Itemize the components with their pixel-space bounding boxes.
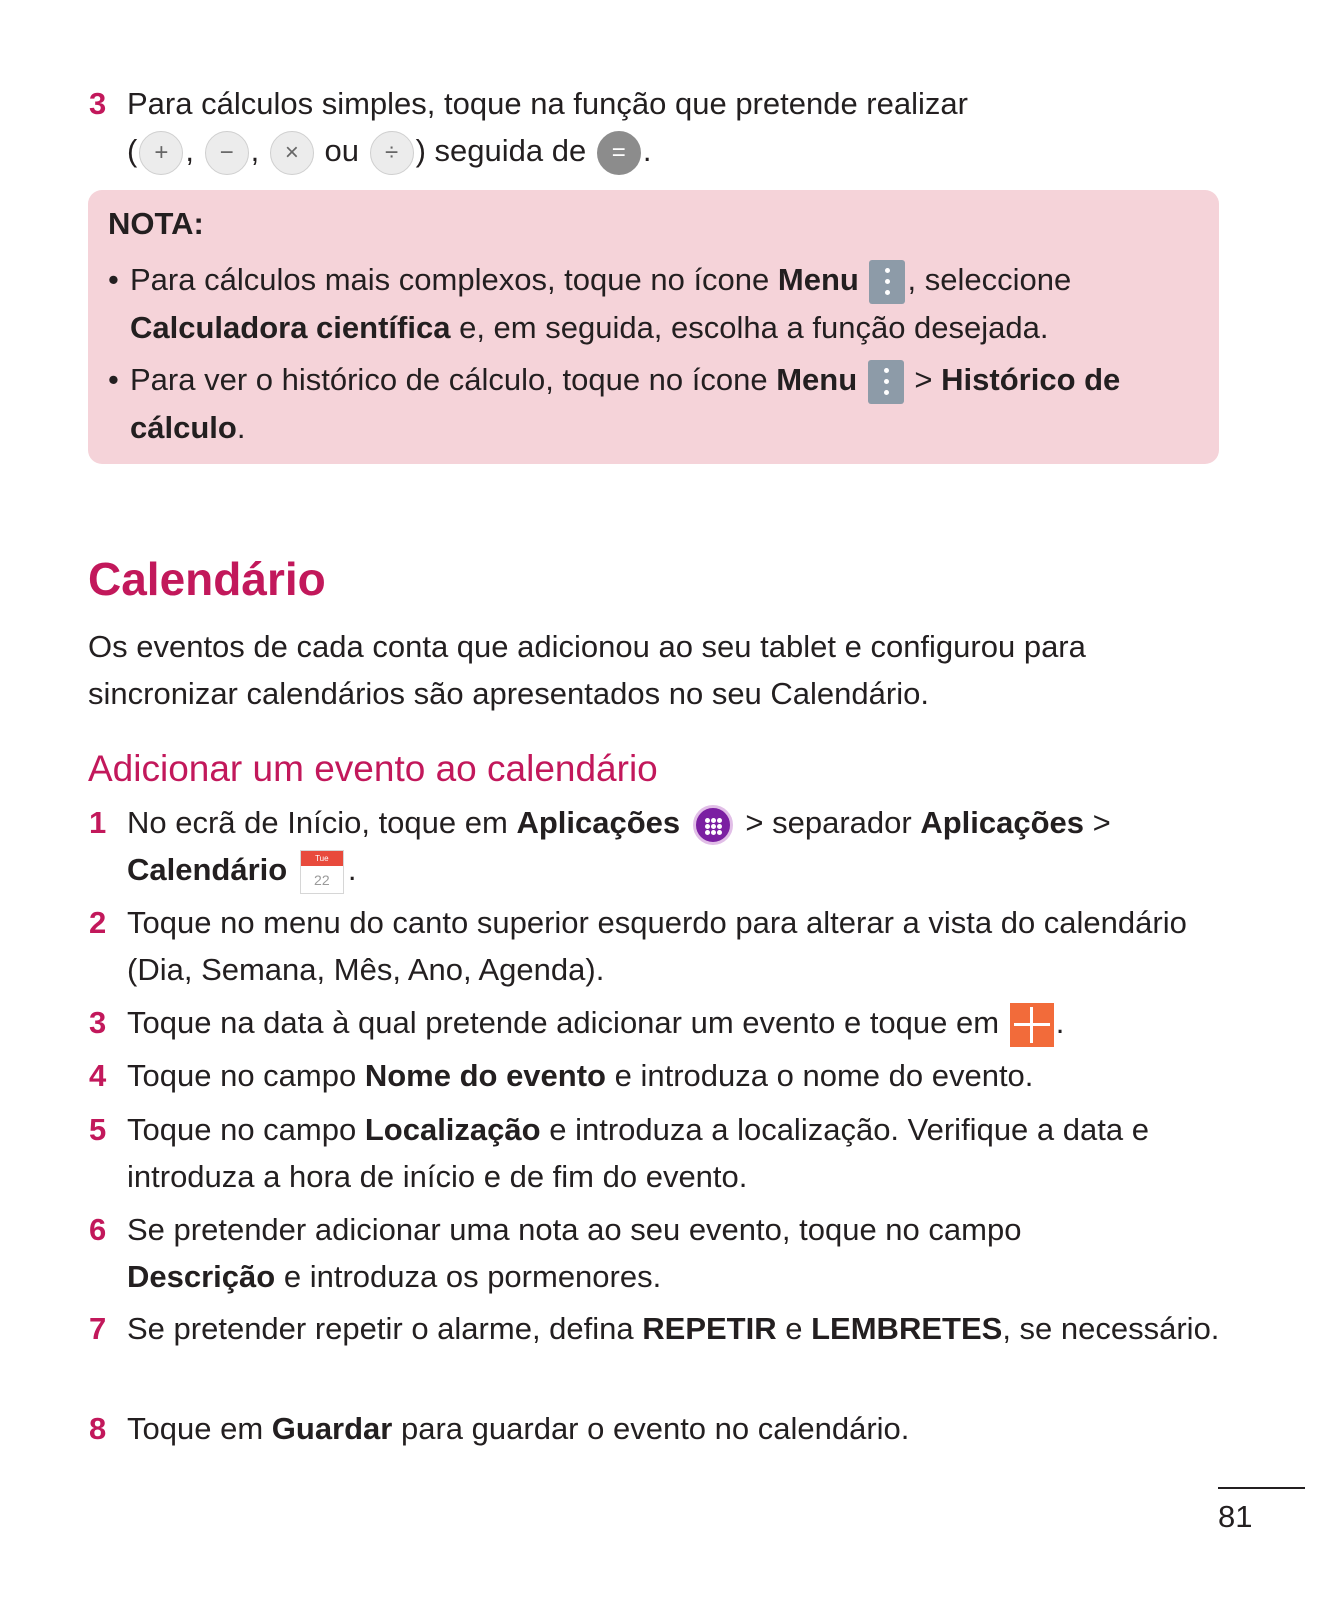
menu-label: Menu [776, 362, 858, 397]
note-title: NOTA: [108, 206, 204, 241]
location-label: Localização [364, 1112, 541, 1147]
step-text: > separador [745, 805, 912, 840]
step-text: Se pretender repetir o alarme, defina [127, 1311, 634, 1346]
apps-label: Aplicações [516, 805, 681, 840]
step-text: Toque na data à qual pretende adicionar um evento e toque em [127, 1005, 1000, 1040]
repeat-label: REPETIR [642, 1311, 777, 1346]
step-text: e introduza os pormenores. [283, 1259, 662, 1294]
history-label: Histórico de [941, 362, 1121, 397]
or-text: ou [324, 133, 359, 168]
step-text: Toque no campo [127, 1112, 357, 1147]
step-3 [89, 999, 1249, 1047]
add-icon [1010, 1003, 1054, 1047]
apps-icon [693, 805, 733, 845]
step-number: 5 [89, 1112, 107, 1147]
period: . [1055, 1005, 1065, 1040]
step-1 [89, 799, 1249, 894]
comma: , [185, 133, 194, 168]
note-bullet-2 [108, 356, 1198, 451]
menu-icon [868, 360, 904, 404]
reminders-label: LEMBRETES [811, 1311, 1003, 1346]
period: . [236, 409, 246, 445]
multiply-icon: × [270, 131, 314, 175]
step-number: 3 [89, 1005, 107, 1040]
step-number: 4 [89, 1058, 107, 1093]
note-text: Para ver o histórico de cálculo, toque no ícone [130, 362, 768, 397]
step-6 [89, 1206, 1249, 1300]
menu-label: Menu [777, 262, 859, 297]
step-8 [89, 1405, 1249, 1452]
bullet-dot: • [108, 262, 119, 297]
step-text: Se pretender adicionar uma nota ao seu evento, toque no campo [127, 1212, 1022, 1247]
note-text: Para cálculos mais complexos, toque no ícone [130, 262, 770, 297]
note-box [88, 190, 1219, 464]
bullet-dot: • [108, 362, 119, 397]
calc-step-3 [89, 80, 1249, 175]
section-intro: Os eventos de cada conta que adicionou ao seu tablet e configurou para sincronizar calendários são apresentados no seu Calendário. [88, 629, 1086, 711]
apps-tab-label: Aplicações [920, 805, 1085, 840]
event-name-label: Nome do evento [364, 1058, 606, 1093]
scientific-calculator-label: Calculadora científica [130, 309, 451, 345]
step-number: 8 [89, 1411, 107, 1446]
step-text: , se necessário. [1002, 1311, 1220, 1346]
equals-icon: = [597, 131, 641, 175]
plus-icon: + [139, 131, 183, 175]
step-text: e introduza a localização. Verifique a data e introduza a hora de início e de fim do evento. [127, 1112, 1149, 1194]
calendar-label: Calendário [127, 852, 288, 887]
step-text: e introduza o nome do evento. [614, 1058, 1034, 1093]
description-label: Descrição [127, 1259, 276, 1294]
step-number: 2 [89, 905, 107, 940]
step-number: 3 [89, 86, 107, 121]
period: . [347, 852, 357, 887]
paren: ( [127, 133, 138, 168]
step-text: Toque no campo [127, 1058, 357, 1093]
step-number: 1 [89, 805, 107, 840]
subsection-title: Adicionar um evento ao calendário [88, 748, 658, 789]
followed-text: ) seguida de [415, 133, 587, 168]
step-number: 6 [89, 1212, 107, 1247]
note-text: > [914, 362, 933, 397]
history-label: cálculo [130, 409, 237, 445]
comma: , [250, 133, 260, 168]
period: . [642, 133, 652, 168]
menu-icon [869, 260, 905, 304]
step-text: No ecrã de Início, toque em [127, 805, 508, 840]
note-bullet-1 [108, 256, 1198, 351]
footer-rule [1218, 1487, 1305, 1489]
page-number: 81 [1218, 1499, 1253, 1534]
step-2 [89, 899, 1249, 993]
step-text: para guardar o evento no calendário. [401, 1411, 910, 1446]
calendar-icon-day: 22 [314, 871, 330, 888]
note-text: , seleccione [907, 262, 1072, 297]
step-text: Toque no menu do canto superior esquerdo para alterar a vista do calendário (Dia, Semana, Mês, Ano, Agenda). [127, 905, 1187, 987]
save-label: Guardar [271, 1411, 393, 1446]
step-text: Para cálculos simples, toque na função que pretende realizar [127, 86, 968, 121]
section-title: Calendário [88, 553, 326, 605]
step-text: Toque em [127, 1411, 264, 1446]
calendar-icon [300, 850, 344, 894]
step-7 [89, 1305, 1249, 1352]
calendar-icon-weekday: Tue [301, 851, 343, 866]
minus-icon: − [205, 131, 249, 175]
step-4 [89, 1052, 1249, 1099]
step-5 [89, 1106, 1249, 1200]
note-text: e, em seguida, escolha a função desejada. [459, 309, 1049, 345]
step-text: e [785, 1311, 803, 1346]
step-number: 7 [89, 1311, 107, 1346]
divide-icon: ÷ [370, 131, 414, 175]
step-text: > [1092, 805, 1111, 840]
